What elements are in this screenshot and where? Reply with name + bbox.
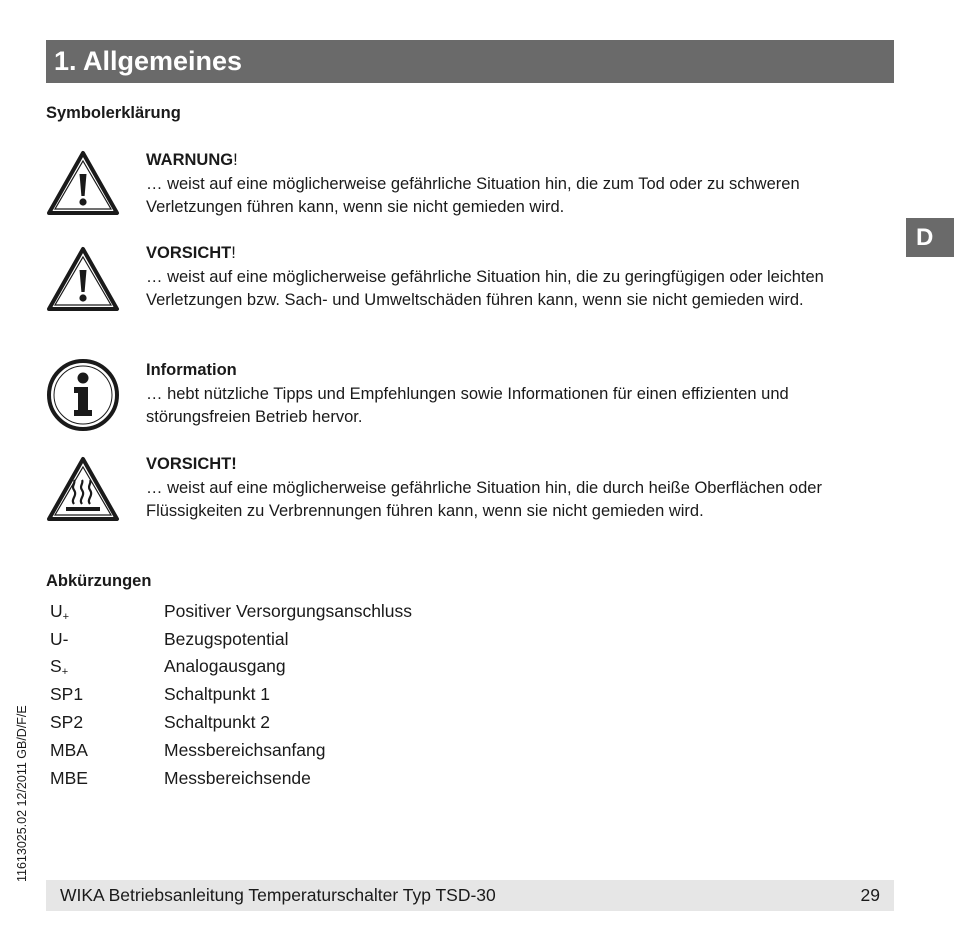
caution-triangle-icon bbox=[46, 246, 120, 312]
abbreviation-description: Bezugspotential bbox=[164, 629, 289, 649]
abbreviation-code: $U_+$ bbox=[50, 601, 70, 623]
page-number: 29 bbox=[860, 885, 880, 905]
hot-surface-icon bbox=[46, 456, 120, 522]
symbol-description: … weist auf eine möglicherweise gefährliche Situation hin, die durch heiße Oberflächen oder Flüssigkeiten zu Verbrennungen führen kann, wenn sie nicht gemieden wird. bbox=[146, 478, 822, 520]
symbol-entry-warning bbox=[146, 149, 886, 220]
symbol-entry-information bbox=[146, 359, 886, 430]
abbreviation-code: SP1 bbox=[50, 684, 84, 704]
symbol-title-suffix: ! bbox=[233, 151, 238, 169]
symbol-title: Information bbox=[146, 361, 237, 379]
symbol-description: … weist auf eine möglicherweise gefährliche Situation hin, die zum Tod oder zu schweren Verletzungen führen kann, wenn sie nicht gemieden wird. bbox=[146, 174, 800, 216]
symbol-title: WARNUNG bbox=[146, 151, 234, 169]
symbol-title: VORSICHT! bbox=[146, 455, 237, 473]
symbol-title: VORSICHT bbox=[146, 244, 232, 262]
abbreviation-description: Schaltpunkt 1 bbox=[164, 684, 271, 704]
abbreviation-description: Schaltpunkt 2 bbox=[164, 712, 271, 732]
symbol-description: … weist auf eine möglicherweise gefährliche Situation hin, die zu geringfügigen oder leichten Verletzungen bzw. Sach- und Umweltschäden führen kann, wenn sie nicht gemieden wird. bbox=[146, 267, 824, 309]
language-tab-label: D bbox=[916, 224, 934, 251]
abbreviation-code: SP2 bbox=[50, 712, 84, 732]
warning-triangle-icon bbox=[46, 150, 120, 216]
abbreviation-code: U- bbox=[50, 629, 69, 649]
symbols-heading: Symbolerklärung bbox=[46, 104, 181, 122]
abbreviation-code: MBA bbox=[50, 740, 88, 760]
abbreviation-code: $S_+$ bbox=[50, 656, 69, 678]
symbol-entry-hot-surface bbox=[146, 453, 886, 524]
language-tab bbox=[906, 218, 954, 257]
abbreviation-description: Positiver Versorgungsanschluss bbox=[164, 601, 413, 621]
abbreviation-code: MBE bbox=[50, 768, 88, 788]
abbreviations-heading: Abkürzungen bbox=[46, 572, 152, 590]
abbreviation-description: Messbereichsende bbox=[164, 768, 311, 788]
section-title: 1. Allgemeines bbox=[54, 46, 243, 76]
page-footer bbox=[46, 880, 894, 911]
abbreviation-description: Analogausgang bbox=[164, 656, 286, 676]
symbol-title-suffix: ! bbox=[231, 244, 236, 262]
document-number-vertical bbox=[15, 682, 29, 882]
symbol-entry-caution bbox=[146, 242, 886, 313]
section-header bbox=[46, 40, 894, 83]
document-number-text: 11613025.02 12/2011 GB/D/F/E bbox=[15, 705, 29, 882]
abbreviation-description: Messbereichsanfang bbox=[164, 740, 326, 760]
symbol-description: … hebt nützliche Tipps und Empfehlungen sowie Informationen für einen effizienten und störungsfreien Betrieb hervor. bbox=[146, 384, 789, 426]
information-icon bbox=[46, 358, 120, 424]
footer-title: WIKA Betriebsanleitung Temperaturschalter Typ TSD-30 bbox=[60, 885, 496, 905]
